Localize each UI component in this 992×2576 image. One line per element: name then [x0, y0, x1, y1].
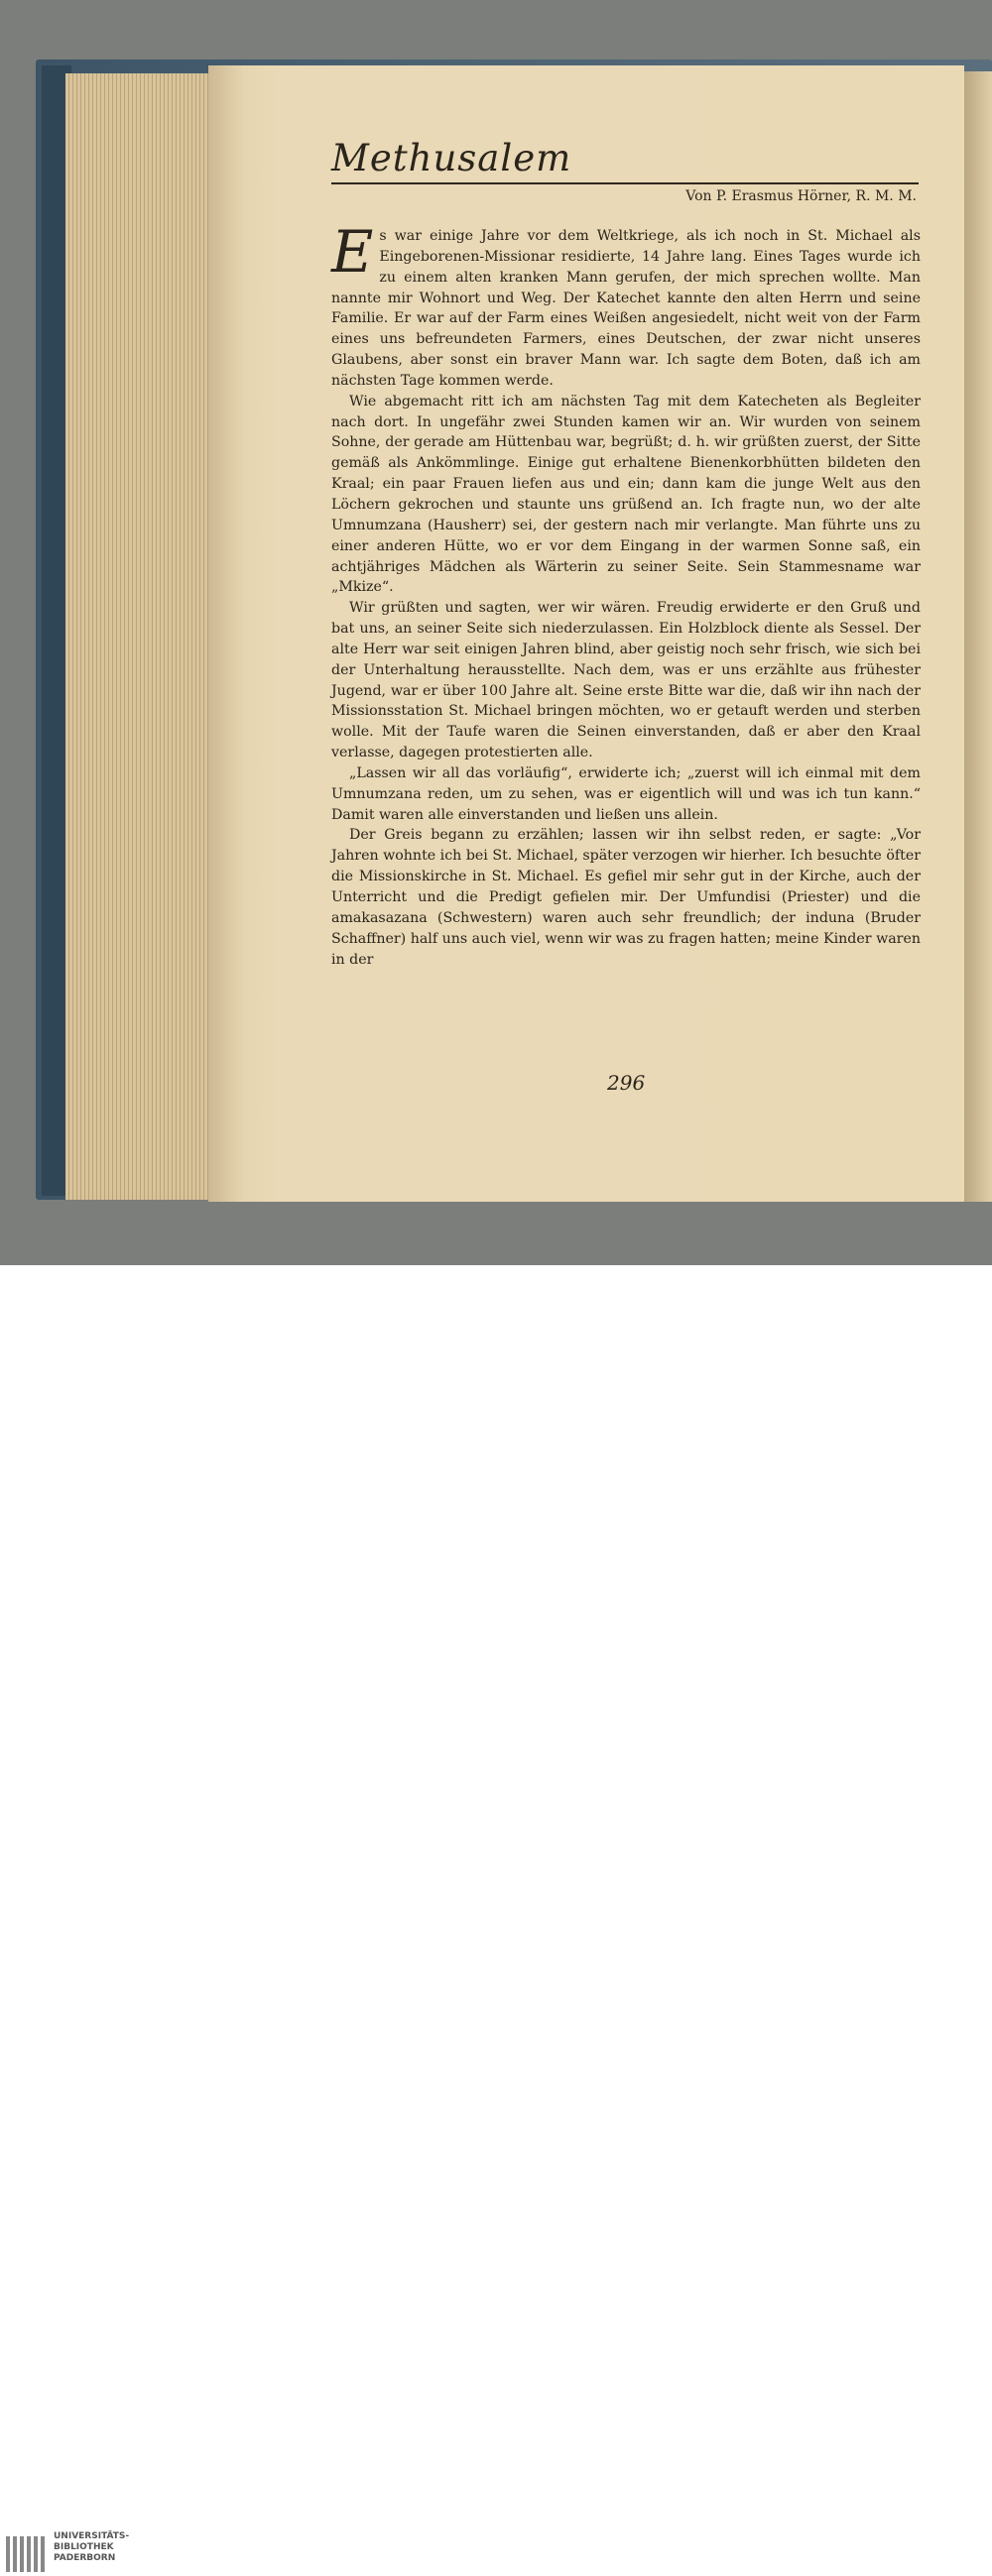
scan-background: [0, 0, 992, 1265]
library-name-line-1: UNIVERSITÄTS-: [54, 2531, 130, 2541]
facing-page-edge: [962, 71, 992, 1202]
paragraph-1: [331, 218, 921, 392]
article-body: [331, 218, 921, 970]
page-number: 296: [607, 1071, 646, 1095]
article-title: Methusalem: [331, 137, 572, 179]
drop-cap: E: [331, 218, 374, 286]
library-name-line-3: PADERBORN: [54, 2553, 116, 2563]
paragraph-5: Der Greis begann zu erzählen; lassen wir ihn selbst reden, er sagte: „Vor Jahren wohnte ich bei St. Michael, später verzogen wir hierher. Ich besuchte öfter die Missionskirche in St. Michael. Es gefiel mir sehr gut in der Kirche, auch der Unterricht und die Predigt gefielen mir. Der Umfundisi (Priester) und die amakasazana (Schwestern) waren auch sehr freundlich; der induna (Bruder Schaffner) half uns auch viel, wenn wir was zu fragen hatten; meine Kinder waren in der: [331, 827, 921, 968]
library-logo-icon: [4, 2532, 48, 2576]
title-rule: [331, 182, 919, 184]
paragraph-2: Wie abgemacht ritt ich am nächsten Tag mit dem Katecheten als Begleiter nach dort. In ungefähr zwei Stunden kamen wir an. Wir wurden von seinem Sohne, der gerade am Hüttenbau war, begrüßt; d. h. wir grüßten zuerst, der Sitte gemäß als Ankömmlinge. Einige gut erhaltene Bienenkorbhütten bildeten den Kraal; ein paar Frauen liefen aus und ein; dann kam die junge Welt aus den Löchern gekrochen und staunte uns grüßend an. Ich fragte nun, wo der alte Umnumzana (Hausherr) sei, der gestern nach mir verlangte. Man führte uns zu einer anderen Hütte, wo er vor dem Eingang in der warmen Sonne saß, ein achtjähriges Mädchen als Wärterin zu seiner Seite. Sein Stammesname war „Mkize“.: [331, 393, 921, 596]
paragraph-4: „Lassen wir all das vorläufig“, erwiderte ich; „zuerst will ich einmal mit dem Umnumzana reden, um zu sehen, was er eigentlich will und was ich tun kann.“ Damit waren alle einverstanden und ließen uns allein.: [331, 764, 921, 823]
paragraph-1-text: s war einige Jahre vor dem Weltkriege, als ich noch in St. Michael als Eingeborenen-Missionar residierte, 14 Jahre lang. Eines Tages wurde ich zu einem alten kranken Mann gerufen, der mich sprechen wollte. Man nannte mir Wohnort und Weg. Der Katechet kannte den alten Herrn und seine Familie. Er war auf der Farm eines Weißen angesiedelt, nicht weit von der Farm eines uns befreundeten Farmers, eines Deutschen, der zwar nicht unseres Glaubens, aber sonst ein braver Mann war. Ich sagte dem Boten, daß ich am nächsten Tage kommen werde.: [331, 228, 921, 389]
library-name: [54, 2531, 129, 2564]
paragraph-3: Wir grüßten und sagten, wer wir wären. Freudig erwiderte er den Gruß und bat uns, an seiner Seite sich niederzulassen. Ein Holzblock diente als Sessel. Der alte Herr war seit einigen Jahren blind, aber geistig noch sehr frisch, wie sich bei der Unterhaltung herausstellte. Nach dem, was er uns erzählte aus frühester Jugend, war er über 100 Jahre alt. Seine erste Bitte war die, daß wir ihn nach der Missionsstation St. Michael bringen möchten, wo er getauft werden und sterben wolle. Mit der Taufe waren die Seinen einverstanden, daß er aber den Kraal verlasse, dagegen protestierten alle.: [331, 600, 921, 761]
library-footer: [0, 1265, 992, 2563]
library-name-line-2: BIBLIOTHEK: [54, 2542, 114, 2552]
page-stack-edge: [65, 73, 212, 1200]
article-byline: Von P. Erasmus Hörner, R. M. M.: [685, 188, 917, 204]
